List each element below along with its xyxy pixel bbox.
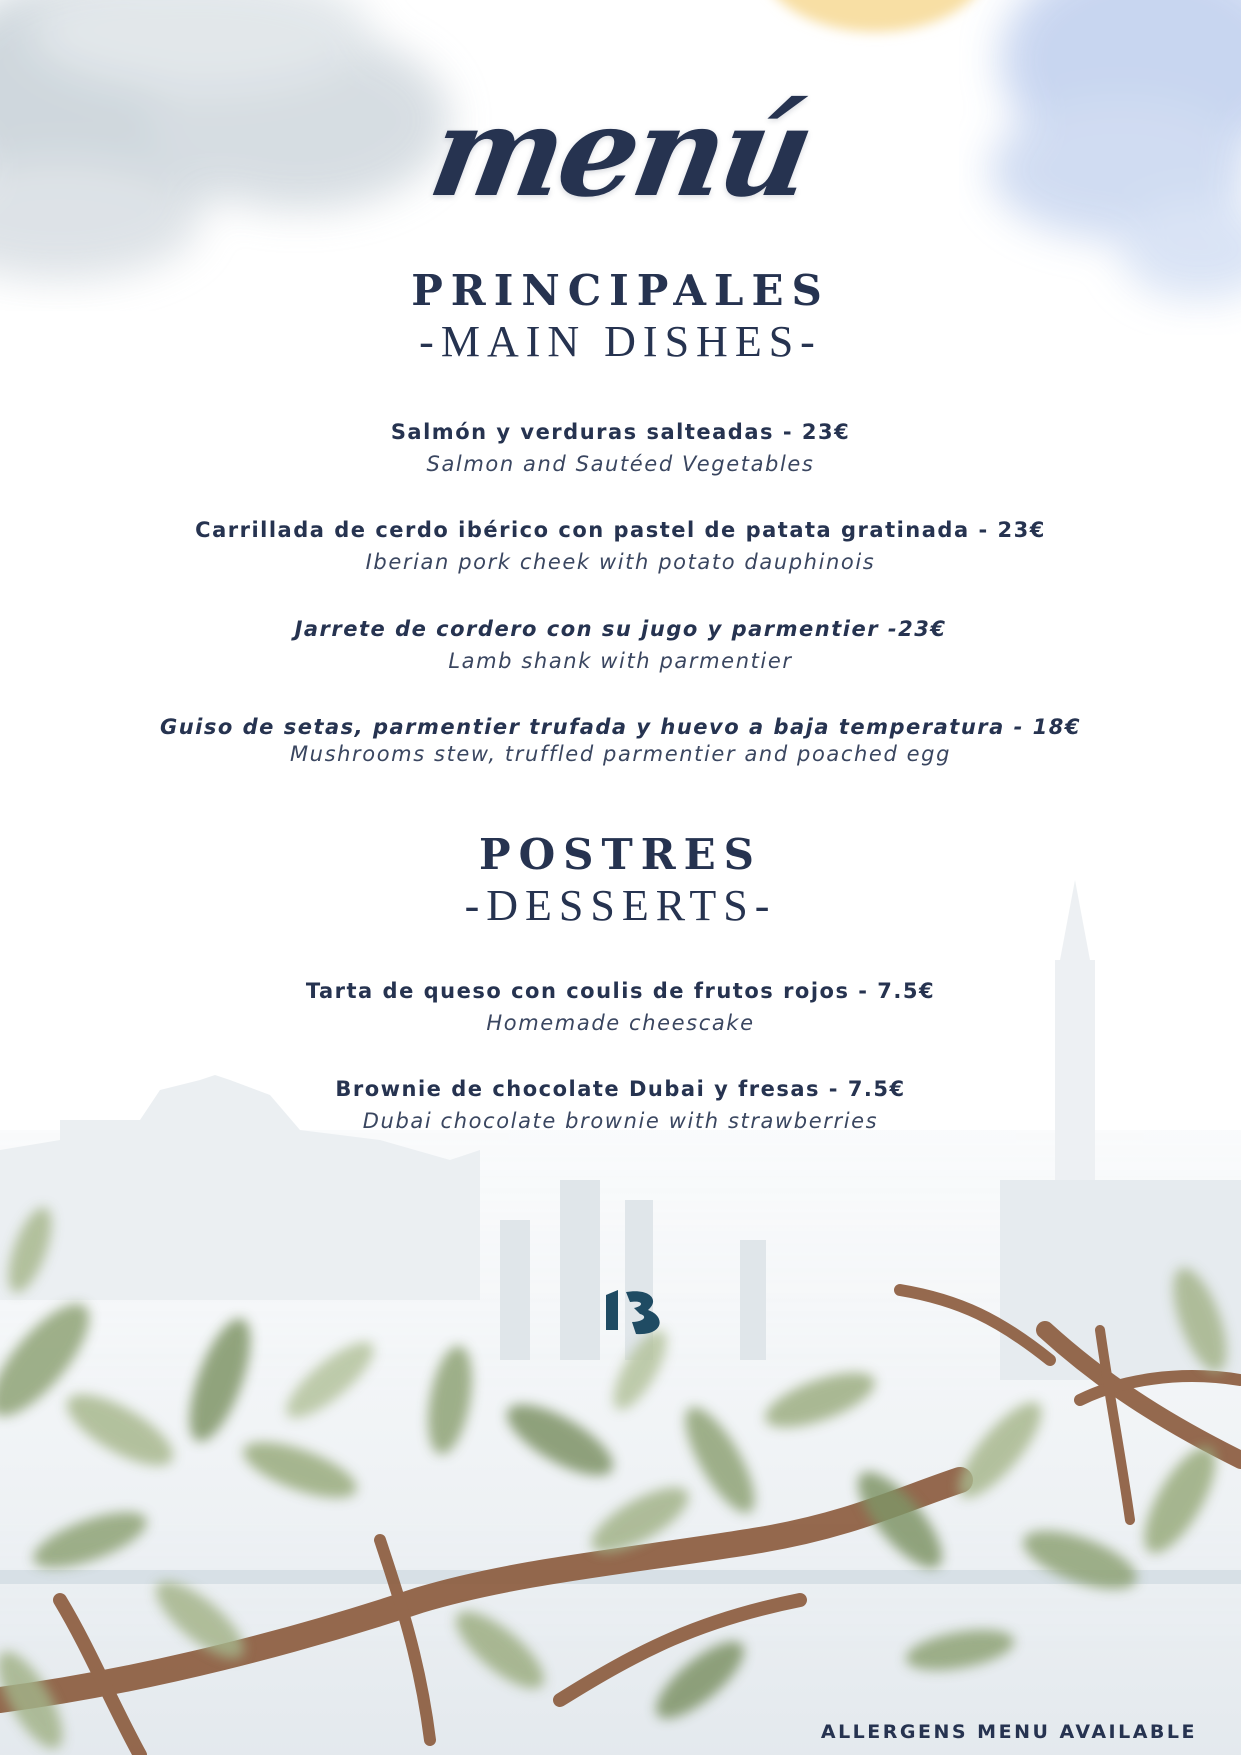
dish-name-es: Jarrete de cordero con su jugo y parmentier -23€ — [294, 617, 947, 641]
dish-name-es: Salmón y verduras salteadas - 23€ — [390, 420, 851, 444]
dessert-name-es: Brownie de chocolate Dubai y fresas - 7.5€ — [335, 1077, 906, 1101]
menu-title: menú — [420, 80, 821, 225]
dish-name-es: Guiso de setas, parmentier trufada y huevo a baja temperatura - 18€ — [160, 715, 1081, 739]
dish-name-en: Iberian pork cheek with potato dauphinois — [365, 550, 876, 574]
dessert-name-es: Tarta de queso con coulis de frutos rojos - 7.5€ — [305, 979, 936, 1003]
dessert-name-en: Dubai chocolate brownie with strawberries — [362, 1109, 879, 1133]
dish-name-en: Salmon and Sautéed Vegetables — [426, 452, 815, 476]
section-title-principales: PRINCIPALES — [411, 266, 830, 315]
dish-name-en: Mushrooms stew, truffled parmentier and poached egg — [289, 742, 952, 766]
allergens-note: ALLERGENS MENU AVAILABLE — [820, 1721, 1197, 1743]
dessert-name-en: Homemade cheescake — [486, 1011, 755, 1035]
section-subtitle-main-dishes: -MAIN DISHES- — [419, 317, 822, 366]
dish-name-en: Lamb shank with parmentier — [448, 649, 793, 673]
section-title-postres: POSTRES — [478, 830, 762, 879]
dish-name-es: Carrillada de cerdo ibérico con pastel de patata gratinada - 23€ — [195, 518, 1046, 542]
section-subtitle-desserts: -DESSERTS- — [464, 881, 777, 930]
sun-shape — [760, 0, 990, 32]
